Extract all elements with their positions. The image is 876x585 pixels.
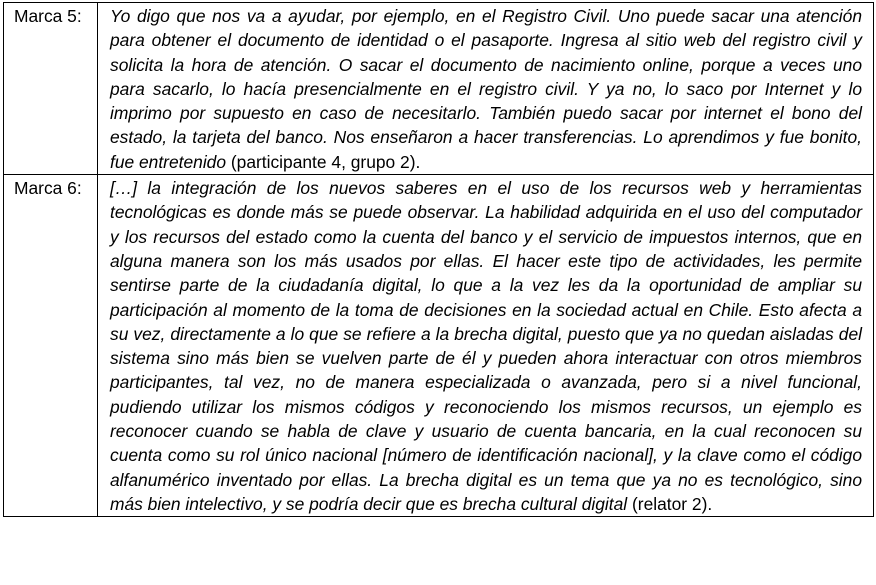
quotes-table: [3, 2, 874, 517]
row-text-cell: [98, 175, 874, 517]
quote-attribution: (relator 2).: [627, 493, 713, 514]
table-row-marca-5: [4, 3, 874, 175]
row-text-cell: [98, 3, 874, 175]
table-row-marca-6: [4, 175, 874, 517]
row-label: Marca 5:: [14, 6, 82, 26]
quote-attribution: (participante 4, grupo 2).: [226, 151, 421, 172]
row-label-cell: [4, 3, 98, 175]
row-label-cell: [4, 175, 98, 517]
row-label: Marca 6:: [14, 178, 82, 199]
quote-text: Yo digo que nos va a ayudar, por ejemplo, en el Registro Civil. Uno puede sacar una atención para obtener el documento de identidad o el pasaporte. Ingresa al sitio web del registro civil y solicita la hora de atención. O sacar el documento de nacimiento online, porque a veces uno para sacarlo, lo hacía presencialmente en el registro civil. Y ya no, lo saco por Internet y lo imprimo por supuesto en caso de necesitarlo. También puedo sacar por internet el bono del estado, la tarjeta del banco. Nos enseñaron a hacer transferencias. Lo aprendimos y fue bonito, fue entretenido: [110, 6, 862, 172]
quote-text: […] la integración de los nuevos saberes en el uso de los recursos web y herramientas tecnológicas es donde más se puede observar. La habilidad adquirida en el uso del computador y los recursos del estado como la cuenta del banco y el servicio de impuestos internos, que en alguna manera son los más usados por ellas. El hacer este tipo de actividades, les permite sentirse parte de la ciudadanía digital, lo que a la vez les da la oportunidad de ampliar su participación al momento de la toma de decisiones en la sociedad actual en Chile. Esto afecta a su vez, directamente a lo que se refiere a la brecha digital, puesto que ya no quedan aisladas del sistema sino más bien se vuelven parte de él y pueden ahora interactuar con otros miembros participantes, tal vez, no de manera especializada o avanzada, pero si a nivel funcional, pudiendo utilizar los mismos códigos y reconociendo los mismos recursos, un ejemplo es reconocer cuando se habla de clave y usuario de cuenta bancaria, en la cual reconocen su cuenta como su rol único nacional [número de identificación nacional], y la clave como el código alfanumérico inventado por ellas. La brecha digital es un tema que ya no es tecnológico, sino más bien intelectivo, y se podría decir que es brecha cultural digital: [110, 178, 862, 514]
